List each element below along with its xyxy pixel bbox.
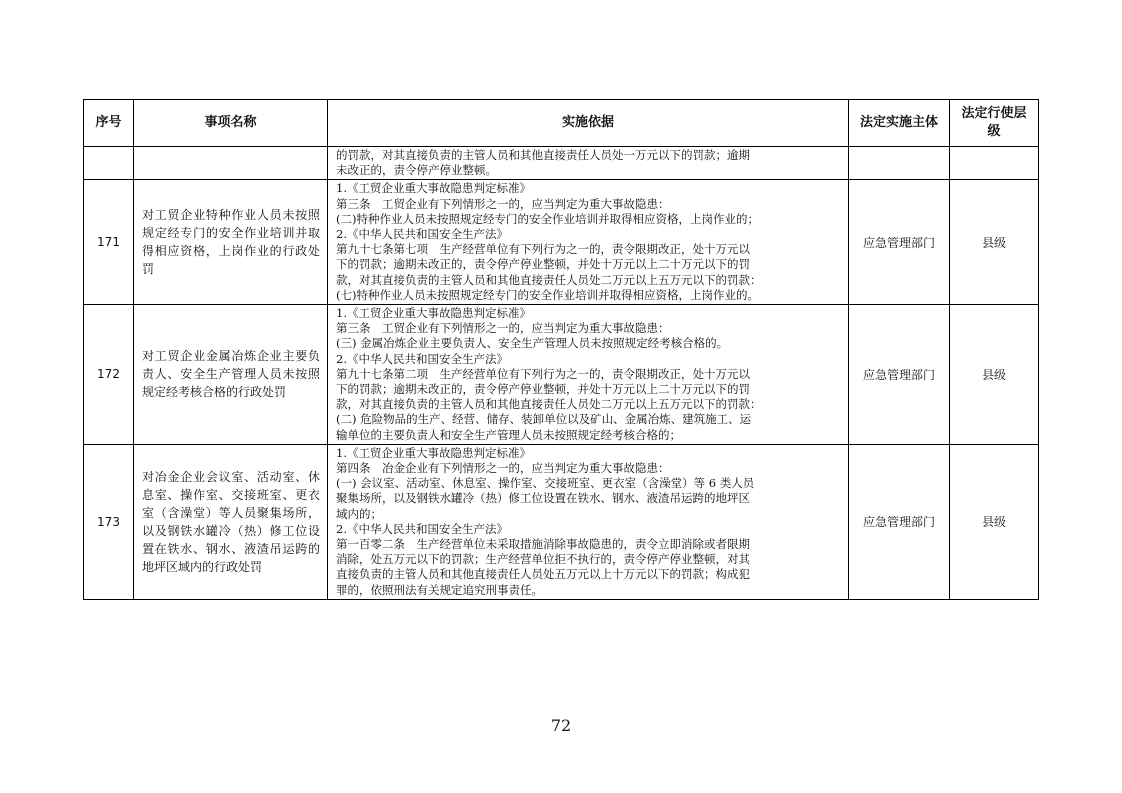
basis-line: (一) 会议室、活动室、休息室、操作室、交接班室、更衣室（含澡堂）等 6 类人员	[336, 476, 755, 491]
basis-line: 款，对其直接负责的主管人员和其他直接责任人员处二万元以上五万元以下的罚款：	[336, 397, 762, 412]
implementation-basis	[328, 305, 849, 445]
basis-line: 下的罚款；逾期未改正的，责令停产停业整顿，并处十万元以上二十万元以下的罚	[336, 382, 750, 397]
basis-line: 款，对其直接负责的主管人员和其他直接责任人员处二万元以上五万元以下的罚款：	[336, 272, 762, 287]
basis-line: 域内的；	[336, 506, 382, 521]
item-name: 对工贸企业特种作业人员未按照规定经专门的安全作业培训并取得相应资格，上岗作业的行政处罚	[134, 180, 328, 305]
administrative-penalty-table	[83, 99, 1039, 600]
basis-line: 1.《工贸企业重大事故隐患判定标准》	[336, 181, 531, 196]
item-name: 对冶金企业会议室、活动室、休息室、操作室、交接班室、更衣室（含澡堂）等人员聚集场所，以及钢铁水罐冷（热）修工位设置在铁水、钢水、液渣吊运跨的地坪区域内的行政处罚	[134, 444, 328, 599]
header-item-name: 事项名称	[134, 100, 328, 147]
basis-line: 罪的，依照刑法有关规定追究刑事责任。	[336, 582, 543, 597]
basis-line: 下的罚款；逾期未改正的，责令停产停业整顿，并处十万元以上二十万元以下的罚	[336, 257, 750, 272]
document-table-container	[83, 99, 1038, 600]
continuation-level-cell	[950, 147, 1039, 180]
exercise-level: 县级	[950, 180, 1039, 305]
basis-line: 第三条 工贸企业有下列情形之一的，应当判定为重大事故隐患：	[336, 196, 670, 211]
continuation-subject-cell	[849, 147, 950, 180]
implementing-subject: 应急管理部门	[849, 305, 950, 445]
table-row	[84, 305, 1039, 445]
basis-line: 1.《工贸企业重大事故隐患判定标准》	[336, 445, 531, 460]
basis-line: (二)特种作业人员未按照规定经专门的安全作业培训并取得相应资格，上岗作业的；	[336, 211, 759, 226]
basis-line: 第三条 工贸企业有下列情形之一的，应当判定为重大事故隐患：	[336, 321, 670, 336]
implementing-subject: 应急管理部门	[849, 180, 950, 305]
item-name: 对工贸企业金属冶炼企业主要负责人、安全生产管理人员未按照规定经考核合格的行政处罚	[134, 305, 328, 445]
basis-line: 输单位的主要负责人和安全生产管理人员未按照规定经考核合格的；	[336, 427, 681, 442]
basis-line: 2.《中华人民共和国安全生产法》	[336, 351, 508, 366]
continuation-number-cell	[84, 147, 134, 180]
table-header-row	[84, 100, 1039, 147]
basis-line: 的罚款，对其直接负责的主管人员和其他直接责任人员处一万元以下的罚款；逾期	[336, 148, 750, 162]
row-number: 172	[84, 305, 134, 445]
table-row	[84, 444, 1039, 599]
row-number: 171	[84, 180, 134, 305]
implementation-basis	[328, 180, 849, 305]
table-row	[84, 180, 1039, 305]
continuation-name-cell	[134, 147, 328, 180]
table-row-continuation	[84, 147, 1039, 180]
exercise-level: 县级	[950, 444, 1039, 599]
header-level-line2: 级	[987, 124, 1001, 139]
header-number: 序号	[84, 100, 134, 147]
exercise-level: 县级	[950, 305, 1039, 445]
header-subject: 法定实施主体	[849, 100, 950, 147]
basis-line: 未改正的，责令停产停业整顿。	[336, 163, 497, 178]
basis-line: (二) 危险物品的生产、经营、储存、装卸单位以及矿山、金属冶炼、建筑施工、运	[336, 412, 752, 427]
header-level-line1: 法定行使层	[961, 106, 1027, 121]
basis-line: 第一百零二条 生产经营单位未采取措施消除事故隐患的，责令立即消除或者限期	[336, 537, 750, 552]
basis-line: 1.《工贸企业重大事故隐患判定标准》	[336, 306, 531, 321]
basis-line: 第九十七条第二项 生产经营单位有下列行为之一的，责令限期改正，处十万元以	[336, 366, 750, 381]
header-basis: 实施依据	[328, 100, 849, 147]
implementation-basis	[328, 444, 849, 599]
basis-line: (七)特种作业人员未按照规定经专门的安全作业培训并取得相应资格，上岗作业的。	[336, 287, 759, 302]
continuation-basis-cell	[328, 147, 849, 180]
basis-line: 2.《中华人民共和国安全生产法》	[336, 227, 508, 242]
page-number: 72	[550, 716, 572, 735]
basis-line: 直接负责的主管人员和其他直接责任人员处五万元以上十万元以下的罚款；构成犯	[336, 567, 750, 582]
basis-line: (三) 金属冶炼企业主要负责人、安全生产管理人员未按照规定经考核合格的。	[336, 336, 729, 351]
implementing-subject: 应急管理部门	[849, 444, 950, 599]
basis-line: 第九十七条第七项 生产经营单位有下列行为之一的，责令限期改正，处十万元以	[336, 242, 750, 257]
header-level	[950, 100, 1039, 147]
row-number: 173	[84, 444, 134, 599]
basis-line: 第四条 冶金企业有下列情形之一的，应当判定为重大事故隐患：	[336, 461, 670, 476]
basis-line: 聚集场所，以及钢铁水罐冷（热）修工位设置在铁水、钢水、液渣吊运跨的地坪区	[336, 491, 750, 506]
basis-line: 消除，处五万元以下的罚款；生产经营单位拒不执行的，责令停产停业整顿，对其	[336, 552, 750, 567]
basis-line: 2.《中华人民共和国安全生产法》	[336, 521, 508, 536]
